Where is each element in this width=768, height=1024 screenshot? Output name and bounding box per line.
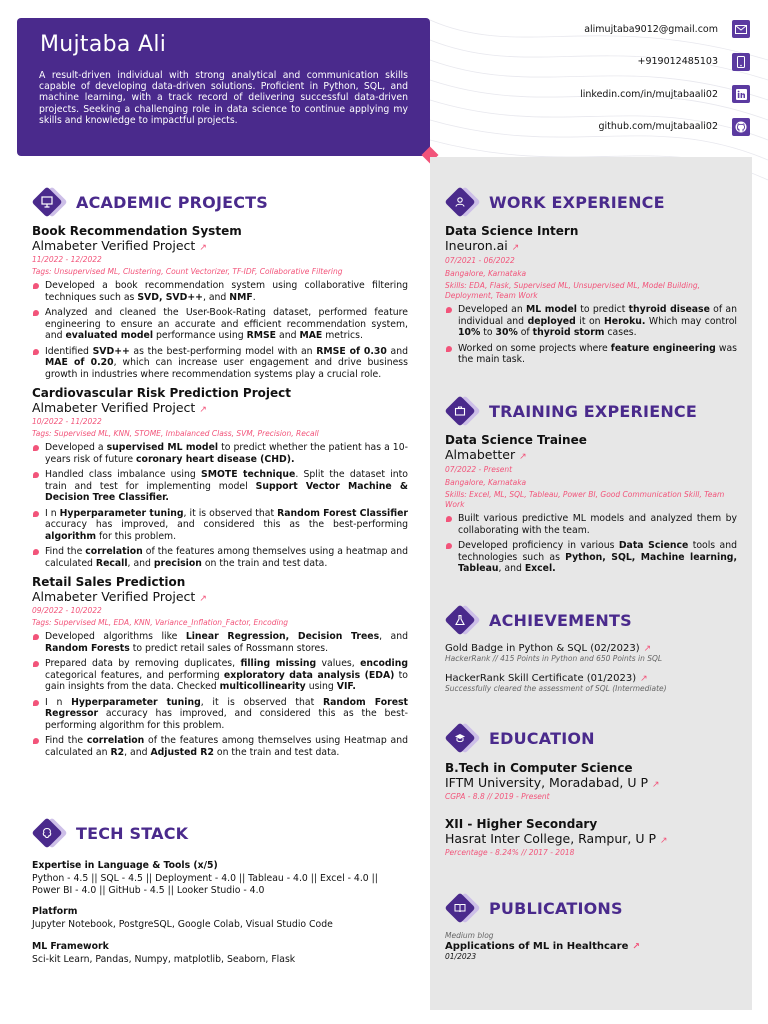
bullet-item: Analyzed and cleaned the User-Book-Rating dataset, performed feature engineering to ensure an accurate and efficient recommendation system, and evaluated model performance using RMSE and MAE metrics. bbox=[32, 307, 408, 342]
education-section bbox=[445, 721, 737, 858]
external-link-icon[interactable]: ↗ bbox=[519, 452, 527, 462]
project-bullets bbox=[32, 442, 408, 569]
education-org[interactable] bbox=[445, 831, 737, 846]
phone-icon bbox=[732, 53, 750, 71]
handshake-icon bbox=[445, 187, 475, 217]
external-link-icon[interactable]: ↗ bbox=[660, 836, 668, 846]
tech-heading: ML Framework bbox=[32, 940, 109, 952]
project-date: 11/2022 - 12/2022 bbox=[32, 255, 102, 264]
contact-github[interactable] bbox=[500, 111, 750, 144]
publication-source: Medium blog bbox=[445, 931, 494, 940]
section-title-tech bbox=[32, 816, 408, 850]
work-org[interactable] bbox=[445, 238, 737, 253]
work-date: 07/2021 - 06/2022 bbox=[445, 256, 515, 265]
work-location: Bangalore, Karnataka bbox=[445, 269, 527, 278]
education-org-text[interactable]: Hasrat Inter College, Rampur, U P bbox=[445, 831, 656, 846]
contact-block bbox=[500, 13, 750, 143]
tech-heading: Expertise in Language & Tools (x/5) bbox=[32, 860, 218, 871]
external-link-icon[interactable]: ↗ bbox=[199, 243, 207, 253]
project-tags: Tags: Supervised ML, KNN, STOME, Imbalanced Class, SVM, Precision, Recall bbox=[32, 429, 319, 438]
project-org[interactable] bbox=[32, 589, 408, 604]
training-skills: Skills: Excel, ML, SQL, Tableau, Power BI, Good Communication Skill, Team Work bbox=[445, 490, 725, 509]
achievement-title[interactable] bbox=[445, 643, 737, 654]
project-bullets bbox=[32, 631, 408, 758]
section-title-work bbox=[445, 185, 737, 219]
section-label: WORK EXPERIENCE bbox=[489, 192, 665, 212]
achievements-section bbox=[445, 603, 737, 694]
book-icon bbox=[445, 893, 475, 923]
external-link-icon[interactable]: ↗ bbox=[632, 942, 640, 952]
project-org-text[interactable]: Almabeter Verified Project bbox=[32, 238, 196, 253]
training-org-text[interactable]: Almabetter bbox=[445, 447, 516, 462]
work-experience-section bbox=[445, 185, 737, 370]
section-title-publications bbox=[445, 891, 737, 925]
bullet-item: Handled class imbalance using SMOTE technique. Split the dataset into train and test for implementing model Support Vector Machine & Decision Tree Classifier. bbox=[32, 469, 408, 504]
education-org-text[interactable]: IFTM University, Moradabad, U P bbox=[445, 775, 649, 790]
contact-email[interactable] bbox=[500, 13, 750, 46]
achievement-desc: Successfully cleared the assessment of SQL (Intermediate) bbox=[445, 684, 667, 693]
training-org[interactable] bbox=[445, 447, 737, 462]
project-org-text[interactable]: Almabeter Verified Project bbox=[32, 400, 196, 415]
bullet-item: Developed a supervised ML model to predict whether the patient has a 10-years risk of future coronary heart disease (CHD). bbox=[32, 442, 408, 465]
education-meta: CGPA - 8.8 // 2019 - Present bbox=[445, 792, 550, 801]
section-label: TRAINING EXPERIENCE bbox=[489, 401, 697, 421]
project-tags: Tags: Unsupervised ML, Clustering, Count Vectorizer, TF-IDF, Collaborative Filtering bbox=[32, 267, 343, 276]
brain-icon bbox=[32, 818, 62, 848]
work-org-text[interactable]: Ineuron.ai bbox=[445, 238, 508, 253]
github-icon bbox=[732, 118, 750, 136]
tech-body: Sci-kit Learn, Pandas, Numpy, matplotlib, Seaborn, Flask bbox=[32, 953, 296, 965]
bullet-item: Prepared data by removing duplicates, filling missing values, encoding categorical features, and performing exploratory data analysis (EDA) to gain insights from the data. Checked multicollinearity using VIF. bbox=[32, 658, 408, 693]
project-entry bbox=[32, 224, 408, 380]
email-icon bbox=[732, 20, 750, 38]
external-link-icon[interactable]: ↗ bbox=[199, 405, 207, 415]
bullet-item: I n Hyperparameter tuning, it is observed that Random Forest Classifier accuracy has improved, and considered this as the best-performing algorithm for this problem. bbox=[32, 508, 408, 543]
training-experience-section bbox=[445, 394, 737, 579]
tech-stack-section bbox=[32, 816, 408, 965]
linkedin-icon bbox=[732, 85, 750, 103]
section-title-achievements bbox=[445, 603, 737, 637]
contact-linkedin-text[interactable]: linkedin.com/in/mujtabaali02 bbox=[580, 88, 718, 100]
flask-icon bbox=[445, 605, 475, 635]
achievement-title[interactable] bbox=[445, 673, 737, 684]
training-location: Bangalore, Karnataka bbox=[445, 478, 527, 487]
publication-date: 01/2023 bbox=[445, 952, 477, 961]
bullet-item: Find the correlation of the features among themselves using a heatmap and calculated Recall, and precision on the train and test data. bbox=[32, 546, 408, 569]
publication-title-text[interactable]: Applications of ML in Healthcare bbox=[445, 941, 629, 952]
graduation-cap-icon bbox=[445, 723, 475, 753]
section-label: PUBLICATIONS bbox=[489, 898, 623, 918]
project-org[interactable] bbox=[32, 238, 408, 253]
tech-heading: Platform bbox=[32, 906, 78, 917]
bullet-item: I n Hyperparameter tuning, it is observed that Random Forest Regressor accuracy has improved, and considered this as the best-performing algorithm for this problem. bbox=[32, 697, 408, 732]
project-org[interactable] bbox=[32, 400, 408, 415]
education-title: XII - Higher Secondary bbox=[445, 817, 598, 831]
publication-title[interactable] bbox=[445, 941, 737, 952]
project-date: 09/2022 - 10/2022 bbox=[32, 606, 102, 615]
project-entry bbox=[32, 575, 408, 758]
candidate-name: Mujtaba Ali bbox=[40, 32, 167, 57]
section-title-training bbox=[445, 394, 737, 428]
publications-section bbox=[445, 891, 737, 962]
education-meta: Percentage - 8.24% // 2017 - 2018 bbox=[445, 848, 575, 857]
work-bullets bbox=[445, 304, 737, 366]
contact-github-text[interactable]: github.com/mujtabaali02 bbox=[598, 121, 718, 133]
bullet-item: Worked on some projects where feature engineering was the main task. bbox=[445, 343, 737, 366]
section-label: EDUCATION bbox=[489, 728, 595, 748]
tech-body: Python - 4.5 || SQL - 4.5 || Deployment - 4.0 || Tableau - 4.0 || Excel - 4.0 || Power BI - 4.0 || GitHub - 4.5 || Looker Studio - 4.0 bbox=[32, 873, 378, 896]
bullet-item: Developed algorithms like Linear Regression, Decision Trees, and Random Forests to predict retail sales of Rossmann stores. bbox=[32, 631, 408, 654]
education-title: B.Tech in Computer Science bbox=[445, 761, 633, 775]
project-date: 10/2022 - 11/2022 bbox=[32, 417, 102, 426]
bullet-item: Developed proficiency in various Data Science tools and technologies such as Python, SQL, Machine learning, Tableau, and Excel. bbox=[445, 540, 737, 575]
project-tags: Tags: Supervised ML, EDA, KNN, Variance_Inflation_Factor, Encoding bbox=[32, 618, 289, 627]
project-title: Cardiovascular Risk Prediction Project bbox=[32, 386, 291, 400]
section-label: ACHIEVEMENTS bbox=[489, 610, 632, 630]
bullet-item: Find the correlation of the features among themselves using Heatmap and calculated an R2, and Adjusted R2 on the train and test data. bbox=[32, 735, 408, 758]
presentation-icon bbox=[32, 187, 62, 217]
work-skills: Skills: EDA, Flask, Supervised ML, Unsupervised ML, Model Building, Deployment, Team Work bbox=[445, 281, 700, 300]
contact-phone-text[interactable]: +919012485103 bbox=[637, 56, 718, 68]
academic-projects-section bbox=[32, 185, 408, 762]
achievement-title-text[interactable]: HackerRank Skill Certificate (01/2023) bbox=[445, 673, 637, 684]
project-bullets bbox=[32, 280, 408, 380]
project-title: Book Recommendation System bbox=[32, 224, 242, 238]
section-title-academic bbox=[32, 185, 408, 219]
bullet-item: Developed a book recommendation system using collaborative filtering techniques such as SVD, SVD++, and NMF. bbox=[32, 280, 408, 303]
header-banner bbox=[17, 18, 430, 156]
bullet-item: Identified SVD++ as the best-performing model with an RMSE of 0.30 and MAE of 0.20, which can increase user engagement and drive business growth in industries where recommendation systems play a crucial role. bbox=[32, 346, 408, 381]
project-entry bbox=[32, 386, 408, 569]
summary-text: A result-driven individual with strong analytical and communication skills capable of developing data-driven solutions. Proficient in Python, SQL, and machine learning, with a track record of delivering successful data-driven projects. Seeking a challenging role in data science to continue applying my skills and knowledge to impactful projects. bbox=[39, 70, 408, 126]
achievement-desc: HackerRank // 415 Points in Python and 650 Points in SQL bbox=[445, 654, 663, 663]
external-link-icon[interactable]: ↗ bbox=[199, 594, 207, 604]
training-title: Data Science Trainee bbox=[445, 433, 587, 447]
project-org-text[interactable]: Almabeter Verified Project bbox=[32, 589, 196, 604]
project-title: Retail Sales Prediction bbox=[32, 575, 186, 589]
section-title-education bbox=[445, 721, 737, 755]
section-label: ACADEMIC PROJECTS bbox=[76, 192, 269, 212]
external-link-icon[interactable]: ↗ bbox=[640, 674, 648, 684]
projects-list bbox=[32, 224, 408, 758]
bullet-item: Built various predictive ML models and analyzed them by collaborating with the team. bbox=[445, 513, 737, 536]
training-bullets bbox=[445, 513, 737, 575]
contact-linkedin[interactable] bbox=[500, 78, 750, 111]
briefcase-icon bbox=[445, 396, 475, 426]
contact-email-text[interactable]: alimujtaba9012@gmail.com bbox=[584, 23, 718, 35]
section-label: TECH STACK bbox=[76, 823, 189, 843]
achievement-title-text[interactable]: Gold Badge in Python & SQL (02/2023) bbox=[445, 643, 640, 654]
training-date: 07/2022 - Present bbox=[445, 465, 513, 474]
contact-phone[interactable] bbox=[500, 46, 750, 79]
education-org[interactable] bbox=[445, 775, 737, 790]
work-title: Data Science Intern bbox=[445, 224, 579, 238]
external-link-icon[interactable]: ↗ bbox=[643, 644, 652, 654]
bullet-item: Developed an ML model to predict thyroid disease of an individual and deployed it on Heroku. Which may control 10% to 30% of thyroid storm cases. bbox=[445, 304, 737, 339]
external-link-icon[interactable]: ↗ bbox=[511, 243, 520, 253]
tech-body: Jupyter Notebook, PostgreSQL, Google Colab, Visual Studio Code bbox=[32, 919, 333, 930]
external-link-icon[interactable]: ↗ bbox=[652, 780, 660, 790]
